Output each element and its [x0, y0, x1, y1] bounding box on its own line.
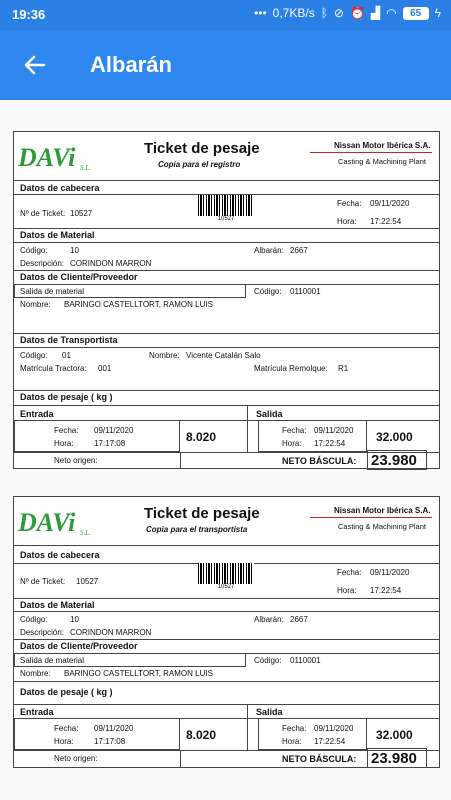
salida-hora: 17:22:54 — [314, 439, 346, 448]
transp-nombre-label: Nombre: — [149, 351, 180, 360]
weighing-ticket-registro[interactable] — [13, 131, 440, 469]
barcode — [198, 195, 254, 221]
company-name: Nissan Motor Ibérica S.A. — [334, 506, 431, 515]
salida-peso: 32.000 — [376, 430, 413, 444]
entrada-header: Entrada — [20, 409, 54, 419]
divider — [14, 598, 439, 599]
fecha-value: 09/11/2020 — [370, 199, 410, 208]
wifi-icon: ◠ — [386, 6, 397, 20]
codigo-label: Código: — [20, 246, 48, 255]
codigo-label: Código: — [20, 615, 48, 624]
salida-hora-label: Hora: — [282, 737, 302, 746]
matricula-remolque-label: Matrícula Remolque: — [254, 364, 328, 373]
section-material: Datos de Material — [20, 230, 95, 240]
battery-icon: 65 — [403, 7, 429, 20]
divider — [14, 405, 439, 406]
ticket-title: Ticket de pesaje — [144, 505, 260, 522]
divider — [180, 750, 181, 768]
neto-origen: Neto origen: — [54, 456, 98, 465]
nombre-value: BARINGO CASTELLTORT, RAMON LUIS — [64, 669, 213, 678]
entrada-fecha-label: Fecha: — [54, 724, 79, 733]
divider — [247, 704, 248, 751]
neto-bascula-label: NETO BÁSCULA: — [282, 754, 357, 764]
matricula-remolque-value: R1 — [338, 364, 349, 373]
charging-icon: ϟ — [434, 6, 441, 20]
status-icons — [254, 6, 441, 20]
davi-logo — [18, 142, 118, 172]
ticket-title: Ticket de pesaje — [144, 140, 260, 157]
network-speed: 0,7KB/s — [272, 6, 315, 20]
barcode-number: 10527 — [217, 584, 235, 590]
svg-text:DAVi: DAVi — [18, 143, 76, 172]
divider — [14, 639, 439, 640]
entrada-hora-label: Hora: — [54, 737, 74, 746]
entrada-hora-label: Hora: — [54, 439, 74, 448]
divider — [14, 704, 439, 705]
cliente-codigo-value: 0110001 — [290, 287, 321, 296]
ticket-number: 10527 — [70, 209, 93, 218]
entrada-hora: 17:17:08 — [94, 737, 126, 746]
descripcion-label: Descripción: — [20, 259, 65, 268]
divider — [14, 270, 439, 271]
divider — [14, 180, 439, 181]
neto-bascula-value: 23.980 — [371, 452, 417, 469]
salida-fecha: 09/11/2020 — [314, 426, 354, 435]
mute-icon: ⊘ — [333, 6, 344, 20]
barcode-number: 10527 — [217, 216, 235, 222]
divider — [14, 347, 439, 348]
divider — [14, 242, 439, 243]
bluetooth-icon: ᛒ — [320, 6, 328, 20]
divider — [14, 333, 439, 334]
red-divider — [310, 152, 432, 153]
nombre-label: Nombre: — [20, 669, 51, 678]
red-divider — [310, 517, 432, 518]
weighing-ticket-transportista[interactable] — [13, 496, 440, 768]
entrada-fecha-label: Fecha: — [54, 426, 79, 435]
hora-label: Hora: — [337, 217, 357, 226]
salida-hora-label: Hora: — [282, 439, 302, 448]
entrada-hora: 17:17:08 — [94, 439, 126, 448]
hora-label: Hora: — [337, 586, 357, 595]
section-pesaje: Datos de pesaje ( kg ) — [20, 392, 113, 402]
ticket-number: 10527 — [76, 577, 99, 586]
divider — [14, 611, 439, 612]
divider — [14, 681, 439, 682]
company-name: Nissan Motor Ibérica S.A. — [334, 141, 431, 150]
nombre-value: BARINGO CASTELLTORT, RAMON LUIS — [64, 300, 213, 309]
transp-codigo-value: 01 — [62, 351, 71, 360]
transp-nombre-value: Vicente Catalán Salo — [186, 351, 261, 360]
neto-bascula-value: 23.980 — [371, 750, 417, 767]
page-title: Albarán — [90, 52, 172, 77]
svg-text:S.L.: S.L. — [80, 529, 91, 537]
status-bar — [0, 0, 451, 30]
fecha-label: Fecha: — [337, 568, 362, 577]
divider — [180, 452, 181, 469]
plant-name: Casting & Machining Plant — [338, 522, 426, 531]
salida-header: Salida — [256, 409, 283, 419]
entrada-header: Entrada — [20, 707, 54, 717]
davi-logo — [18, 507, 118, 537]
section-material: Datos de Material — [20, 600, 95, 610]
ticket-subtitle: Copia para el transportista — [146, 525, 248, 534]
fecha-label: Fecha: — [337, 199, 362, 208]
divider — [247, 405, 248, 452]
divider — [14, 228, 439, 229]
back-arrow-icon[interactable] — [20, 50, 50, 80]
section-cliente: Datos de Cliente/Proveedor — [20, 641, 138, 651]
divider — [14, 390, 439, 391]
albaran-label: Albarán: — [254, 615, 284, 624]
fecha-value: 09/11/2020 — [370, 568, 410, 577]
cliente-codigo-label: Código: — [254, 656, 282, 665]
albaran-value: 2667 — [290, 246, 308, 255]
matricula-tractora-value: 001 — [98, 364, 112, 373]
section-cliente: Datos de Cliente/Proveedor — [20, 272, 138, 282]
section-transportista: Datos de Transportista — [20, 335, 118, 345]
status-time: 19:36 — [12, 7, 46, 22]
salida-fecha: 09/11/2020 — [314, 724, 354, 733]
cliente-codigo-label: Código: — [254, 287, 282, 296]
neto-origen: Neto origen: — [54, 754, 98, 763]
codigo-value: 10 — [70, 615, 79, 624]
alarm-icon: ⏰ — [349, 6, 365, 20]
albaran-value: 2667 — [290, 615, 308, 624]
salida-box — [258, 420, 367, 452]
divider — [14, 545, 439, 546]
section-pesaje: Datos de pesaje ( kg ) — [20, 687, 113, 697]
salida-hora: 17:22:54 — [314, 737, 346, 746]
descripcion-value: CORINDON MARRON — [70, 259, 152, 268]
neto-bascula-label: NETO BÁSCULA: — [282, 456, 357, 466]
albaran-label: Albarán: — [254, 246, 284, 255]
section-cabecera: Datos de cabecera — [20, 550, 100, 560]
cliente-codigo-value: 0110001 — [290, 656, 321, 665]
salida-material: Salida de material — [20, 656, 85, 665]
transp-codigo-label: Código: — [20, 351, 48, 360]
barcode — [198, 563, 254, 589]
codigo-value: 10 — [70, 246, 79, 255]
barcode-bars — [198, 563, 254, 584]
plant-name: Casting & Machining Plant — [338, 157, 426, 166]
signal-icon: ▟ — [370, 6, 381, 20]
salida-fecha-label: Fecha: — [282, 426, 307, 435]
descripcion-label: Descripción: — [20, 628, 65, 637]
section-cabecera: Datos de cabecera — [20, 183, 100, 193]
nombre-label: Nombre: — [20, 300, 51, 309]
ticket-number-label: Nº de Ticket: — [20, 209, 66, 218]
entrada-fecha: 09/11/2020 — [94, 426, 134, 435]
salida-material: Salida de material — [20, 287, 85, 296]
hora-value: 17:22:54 — [370, 586, 402, 595]
salida-header: Salida — [256, 707, 283, 717]
salida-fecha-label: Fecha: — [282, 724, 307, 733]
ticket-subtitle: Copia para el registro — [158, 160, 241, 169]
svg-text:DAVi: DAVi — [18, 508, 76, 537]
descripcion-value: CORINDON MARRON — [70, 628, 152, 637]
salida-peso: 32.000 — [376, 728, 413, 742]
entrada-peso: 8.020 — [186, 430, 217, 444]
barcode-bars — [198, 195, 254, 216]
app-bar — [0, 30, 451, 100]
dots-icon: ••• — [254, 6, 267, 20]
hora-value: 17:22:54 — [370, 217, 402, 226]
matricula-tractora-label: Matrícula Tractora: — [20, 364, 87, 373]
entrada-fecha: 09/11/2020 — [94, 724, 134, 733]
salida-box — [258, 718, 367, 750]
svg-text:S.L.: S.L. — [80, 164, 91, 172]
ticket-number-label: Nº de Ticket: — [20, 577, 66, 586]
entrada-peso: 8.020 — [186, 728, 217, 742]
